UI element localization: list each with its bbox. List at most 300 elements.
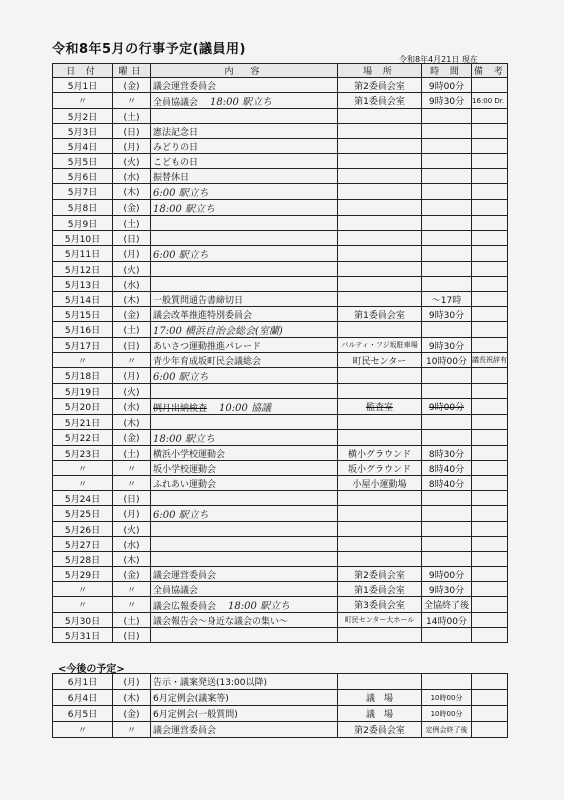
time-cell: 14時00分 <box>422 613 472 628</box>
time-cell: 全協終了後 <box>422 597 472 613</box>
content-cell: 6月定例会(一般質問) <box>151 706 338 722</box>
content-cell <box>151 613 338 628</box>
dow-cell: (水) <box>113 537 151 552</box>
content-cell <box>151 399 338 415</box>
table-row <box>53 338 508 353</box>
content-cell <box>151 537 338 552</box>
table-row <box>53 384 508 399</box>
table-row <box>53 446 508 461</box>
table-row <box>53 491 508 506</box>
table-row <box>53 476 508 491</box>
date-cell: 〃 <box>53 582 113 597</box>
schedule-table <box>52 63 508 643</box>
table-row <box>53 231 508 246</box>
note-cell <box>472 506 508 522</box>
place-cell <box>338 184 422 200</box>
table-row <box>53 216 508 231</box>
time-cell <box>422 322 472 338</box>
place-cell <box>338 628 422 643</box>
content-cell <box>151 154 338 169</box>
content-cell <box>151 446 338 461</box>
table-row <box>53 292 508 307</box>
dow-cell: (日) <box>113 338 151 353</box>
dow-cell: (金) <box>113 200 151 216</box>
content-cell <box>151 506 338 522</box>
table-row <box>53 597 508 613</box>
content-cell <box>151 353 338 368</box>
place-cell <box>338 246 422 262</box>
time-cell <box>422 430 472 446</box>
time-cell: 9時00分 <box>422 78 472 93</box>
dow-cell: (日) <box>113 231 151 246</box>
note-cell <box>472 154 508 169</box>
date-cell: 〃 <box>53 597 113 613</box>
date-cell: 〃 <box>53 353 113 368</box>
content-cell <box>151 597 338 613</box>
content-cell <box>151 522 338 537</box>
content-cell <box>151 491 338 506</box>
content-cell <box>151 476 338 491</box>
dow-cell: (月) <box>113 368 151 384</box>
table-row <box>53 430 508 446</box>
note-cell <box>472 722 508 738</box>
date-cell: 5月1日 <box>53 78 113 93</box>
place-cell: 第1委員会室 <box>338 307 422 322</box>
content-cell <box>151 628 338 643</box>
content-cell: 6月定例会(議案等) <box>151 690 338 706</box>
note-cell <box>472 368 508 384</box>
date-cell: 5月19日 <box>53 384 113 399</box>
dow-cell: (金) <box>113 78 151 93</box>
time-cell: 9時00分 <box>422 399 472 415</box>
place-cell <box>338 491 422 506</box>
table-row <box>53 613 508 628</box>
place-cell <box>338 231 422 246</box>
note-cell <box>472 674 508 690</box>
date-cell: 6月1日 <box>53 674 113 690</box>
time-cell: 10時00分 <box>422 353 472 368</box>
note-cell <box>472 522 508 537</box>
date-cell: 5月22日 <box>53 430 113 446</box>
table-row <box>53 353 508 368</box>
dow-cell: (月) <box>113 674 151 690</box>
date-cell: 5月23日 <box>53 446 113 461</box>
content-cell <box>151 216 338 231</box>
note-cell <box>472 461 508 476</box>
date-cell: 5月21日 <box>53 415 113 430</box>
content-cell <box>151 368 338 384</box>
note-cell <box>472 277 508 292</box>
header-dow: 曜日 <box>113 64 151 78</box>
time-cell <box>422 552 472 567</box>
content-text: 振替休日 <box>153 172 190 183</box>
note-cell <box>472 430 508 446</box>
date-cell: 5月18日 <box>53 368 113 384</box>
place-cell <box>338 262 422 277</box>
content-cell <box>151 322 338 338</box>
handwritten-note: 6:00 駅立ち <box>153 372 209 383</box>
table-row <box>53 139 508 154</box>
table-row <box>53 277 508 292</box>
time-cell: 10時00分 <box>422 706 472 722</box>
date-cell: 5月4日 <box>53 139 113 154</box>
place-cell: 坂小グラウンド <box>338 461 422 476</box>
content-cell <box>151 124 338 139</box>
place-cell <box>338 292 422 307</box>
note-cell <box>472 78 508 93</box>
note-cell <box>472 338 508 353</box>
table-row <box>53 522 508 537</box>
future-row <box>53 722 508 738</box>
content-text: 全員協議会 <box>153 98 199 108</box>
date-cell: 5月15日 <box>53 307 113 322</box>
future-row <box>53 690 508 706</box>
note-cell <box>472 384 508 399</box>
place-cell: 町民センター <box>338 353 422 368</box>
table-header-row <box>53 64 508 78</box>
table-row <box>53 109 508 124</box>
content-text: ふれあい運動会 <box>153 479 217 490</box>
time-cell <box>422 368 472 384</box>
date-cell: 5月6日 <box>53 169 113 184</box>
content-text: 例月出納検査 <box>153 404 208 414</box>
date-cell: 5月2日 <box>53 109 113 124</box>
date-cell: 5月27日 <box>53 537 113 552</box>
content-cell <box>151 552 338 567</box>
handwritten-note: 18:00 駅立ち <box>228 601 291 612</box>
dow-cell: 〃 <box>113 353 151 368</box>
date-cell: 5月28日 <box>53 552 113 567</box>
date-cell: 〃 <box>53 93 113 109</box>
time-cell: 9時00分 <box>422 567 472 582</box>
time-cell <box>422 537 472 552</box>
content-cell <box>151 277 338 292</box>
handwritten-note: 18:00 駅立ち <box>210 97 273 108</box>
time-cell: 9時30分 <box>422 307 472 322</box>
content-cell <box>151 262 338 277</box>
note-cell <box>472 476 508 491</box>
note-cell <box>472 582 508 597</box>
date-cell: 5月3日 <box>53 124 113 139</box>
table-row <box>53 461 508 476</box>
place-cell: 第1委員会室 <box>338 93 422 109</box>
time-cell <box>422 184 472 200</box>
table-row <box>53 582 508 597</box>
place-cell <box>338 415 422 430</box>
place-cell <box>338 384 422 399</box>
note-cell <box>472 231 508 246</box>
dow-cell: (土) <box>113 216 151 231</box>
dow-cell: (土) <box>113 446 151 461</box>
date-cell: 5月25日 <box>53 506 113 522</box>
table-row <box>53 246 508 262</box>
time-cell <box>422 491 472 506</box>
dow-cell: (火) <box>113 384 151 399</box>
content-cell <box>151 430 338 446</box>
date-cell: 5月24日 <box>53 491 113 506</box>
note-cell <box>472 537 508 552</box>
place-cell <box>338 154 422 169</box>
future-row <box>53 674 508 690</box>
table-row <box>53 506 508 522</box>
date-cell: 5月7日 <box>53 184 113 200</box>
note-cell <box>472 216 508 231</box>
place-cell: 小屋小運動場 <box>338 476 422 491</box>
content-text: 一般質問通告書締切日 <box>153 295 244 306</box>
note-cell <box>472 184 508 200</box>
dow-cell: (水) <box>113 169 151 184</box>
content-cell <box>151 461 338 476</box>
content-cell <box>151 246 338 262</box>
place-cell <box>338 124 422 139</box>
time-cell: 8時40分 <box>422 461 472 476</box>
handwritten-note: 6:00 駅立ち <box>153 250 209 261</box>
note-cell <box>472 628 508 643</box>
time-cell <box>422 628 472 643</box>
place-cell <box>338 522 422 537</box>
future-schedule-table <box>52 673 508 738</box>
place-cell <box>338 552 422 567</box>
table-row <box>53 567 508 582</box>
content-cell: 議会運営委員会 <box>151 722 338 738</box>
time-cell <box>422 200 472 216</box>
time-cell <box>422 139 472 154</box>
note-cell <box>472 491 508 506</box>
note-cell <box>472 109 508 124</box>
time-cell <box>422 109 472 124</box>
date-cell: 5月8日 <box>53 200 113 216</box>
dow-cell: (木) <box>113 184 151 200</box>
table-row <box>53 154 508 169</box>
dow-cell: 〃 <box>113 93 151 109</box>
dow-cell: (木) <box>113 690 151 706</box>
dow-cell: (金) <box>113 706 151 722</box>
date-cell: 〃 <box>53 461 113 476</box>
dow-cell: (月) <box>113 139 151 154</box>
content-cell <box>151 307 338 322</box>
place-cell <box>338 200 422 216</box>
note-cell <box>472 567 508 582</box>
dow-cell: (土) <box>113 322 151 338</box>
note-cell <box>472 552 508 567</box>
content-text: こどもの日 <box>153 157 199 168</box>
content-cell: 告示・議案発送(13:00以降) <box>151 674 338 690</box>
note-cell <box>472 399 508 415</box>
time-cell <box>422 216 472 231</box>
time-cell <box>422 246 472 262</box>
content-cell <box>151 567 338 582</box>
table-row <box>53 262 508 277</box>
dow-cell: (火) <box>113 522 151 537</box>
date-cell: 5月11日 <box>53 246 113 262</box>
content-cell <box>151 139 338 154</box>
date-cell: 5月5日 <box>53 154 113 169</box>
table-row <box>53 399 508 415</box>
dow-cell: (水) <box>113 399 151 415</box>
note-cell <box>472 169 508 184</box>
handwritten-note: 6:00 駅立ち <box>153 510 209 521</box>
content-cell <box>151 169 338 184</box>
content-cell <box>151 231 338 246</box>
date-cell: 〃 <box>53 722 113 738</box>
note-cell <box>472 706 508 722</box>
dow-cell: (木) <box>113 292 151 307</box>
note-cell: 議長祝辞有 <box>472 353 508 368</box>
dow-cell: (木) <box>113 415 151 430</box>
place-cell <box>338 322 422 338</box>
place-cell <box>338 109 422 124</box>
date-cell: 5月20日 <box>53 399 113 415</box>
place-cell <box>338 169 422 184</box>
place-cell <box>338 277 422 292</box>
note-cell <box>472 200 508 216</box>
note-cell <box>472 262 508 277</box>
dow-cell: (日) <box>113 491 151 506</box>
table-row <box>53 169 508 184</box>
table-row <box>53 368 508 384</box>
content-text: 議会広報委員会 <box>153 602 217 612</box>
note-cell <box>472 597 508 613</box>
content-text: 憲法記念日 <box>153 127 199 138</box>
dow-cell: (水) <box>113 277 151 292</box>
date-cell: 5月9日 <box>53 216 113 231</box>
time-cell: 10時00分 <box>422 690 472 706</box>
date-cell: 5月10日 <box>53 231 113 246</box>
time-cell: ～17時 <box>422 292 472 307</box>
header-note: 備 考 <box>472 64 508 78</box>
dow-cell: (土) <box>113 613 151 628</box>
table-row <box>53 537 508 552</box>
content-text: 議会改革推進特別委員会 <box>153 310 253 321</box>
handwritten-note: 18:00 駅立ち <box>153 204 215 215</box>
dow-cell: 〃 <box>113 461 151 476</box>
note-cell: 16:00 Dr. <box>472 93 508 109</box>
time-cell: 9時30分 <box>422 93 472 109</box>
place-cell: 第2委員会室 <box>338 567 422 582</box>
table-row <box>53 93 508 109</box>
table-row <box>53 184 508 200</box>
place-cell <box>338 430 422 446</box>
dow-cell: (月) <box>113 246 151 262</box>
dow-cell: (火) <box>113 154 151 169</box>
handwritten-note: 6:00 駅立ち <box>153 188 209 199</box>
handwritten-note: 10:00 協議 <box>219 403 272 414</box>
time-cell <box>422 674 472 690</box>
date-cell: 5月12日 <box>53 262 113 277</box>
header-date: 日 付 <box>53 64 113 78</box>
place-cell <box>338 674 422 690</box>
time-cell: 定例会終了後 <box>422 722 472 738</box>
content-text: 坂小学校運動会 <box>153 464 217 475</box>
time-cell <box>422 522 472 537</box>
content-text: 青少年育成坂町民会議総会 <box>153 356 262 367</box>
dow-cell: 〃 <box>113 722 151 738</box>
dow-cell: (月) <box>113 506 151 522</box>
place-cell: 第2委員会室 <box>338 722 422 738</box>
place-cell <box>338 537 422 552</box>
time-cell: 8時40分 <box>422 476 472 491</box>
content-cell <box>151 78 338 93</box>
content-text: 全員協議会 <box>153 585 199 596</box>
content-text: 議会報告会～身近な議会の集い～ <box>153 616 289 627</box>
note-cell <box>472 124 508 139</box>
place-cell <box>338 216 422 231</box>
date-cell: 6月5日 <box>53 706 113 722</box>
table-row <box>53 124 508 139</box>
place-cell: 議 場 <box>338 690 422 706</box>
dow-cell: 〃 <box>113 582 151 597</box>
content-cell <box>151 292 338 307</box>
table-row <box>53 322 508 338</box>
note-cell <box>472 292 508 307</box>
date-cell: 5月31日 <box>53 628 113 643</box>
place-cell: 第2委員会室 <box>338 78 422 93</box>
handwritten-note: 18:00 駅立ち <box>153 434 215 445</box>
note-cell <box>472 690 508 706</box>
place-cell: 議 場 <box>338 706 422 722</box>
place-cell: 横小グラウンド <box>338 446 422 461</box>
place-cell <box>338 368 422 384</box>
table-row <box>53 628 508 643</box>
content-cell <box>151 93 338 109</box>
date-cell: 5月26日 <box>53 522 113 537</box>
time-cell <box>422 262 472 277</box>
date-cell: 5月17日 <box>53 338 113 353</box>
as-of-date: 令和8年4月21日 現在 <box>399 55 478 64</box>
content-text: 議会運営委員会 <box>153 81 217 92</box>
note-cell <box>472 446 508 461</box>
place-cell: 監査室 <box>338 399 422 415</box>
content-text: 横浜小学校運動会 <box>153 449 226 460</box>
future-schedule-label: <今後の予定> <box>58 664 125 675</box>
dow-cell: (火) <box>113 262 151 277</box>
time-cell <box>422 415 472 430</box>
content-text: あいさつ運動推進パレード <box>153 341 262 352</box>
date-cell: 6月4日 <box>53 690 113 706</box>
time-cell <box>422 124 472 139</box>
dow-cell: (金) <box>113 567 151 582</box>
dow-cell: (日) <box>113 628 151 643</box>
content-cell <box>151 338 338 353</box>
date-cell: 5月30日 <box>53 613 113 628</box>
content-cell <box>151 109 338 124</box>
place-cell: 第3委員会室 <box>338 597 422 613</box>
future-row <box>53 706 508 722</box>
dow-cell: (土) <box>113 109 151 124</box>
note-cell <box>472 322 508 338</box>
time-cell <box>422 277 472 292</box>
note-cell <box>472 613 508 628</box>
date-cell: 5月29日 <box>53 567 113 582</box>
header-time: 時 間 <box>422 64 472 78</box>
dow-cell: (金) <box>113 307 151 322</box>
table-row <box>53 78 508 93</box>
content-text: 議会運営委員会 <box>153 570 217 581</box>
note-cell <box>472 415 508 430</box>
table-row <box>53 200 508 216</box>
dow-cell: (日) <box>113 124 151 139</box>
content-cell <box>151 384 338 399</box>
content-cell <box>151 200 338 216</box>
note-cell <box>472 307 508 322</box>
place-cell <box>338 506 422 522</box>
date-cell: 5月14日 <box>53 292 113 307</box>
dow-cell: (金) <box>113 430 151 446</box>
table-row <box>53 307 508 322</box>
place-cell <box>338 139 422 154</box>
header-content: 内 容 <box>151 64 338 78</box>
place-cell: パルティ・フジ坂駐車場 <box>338 338 422 353</box>
